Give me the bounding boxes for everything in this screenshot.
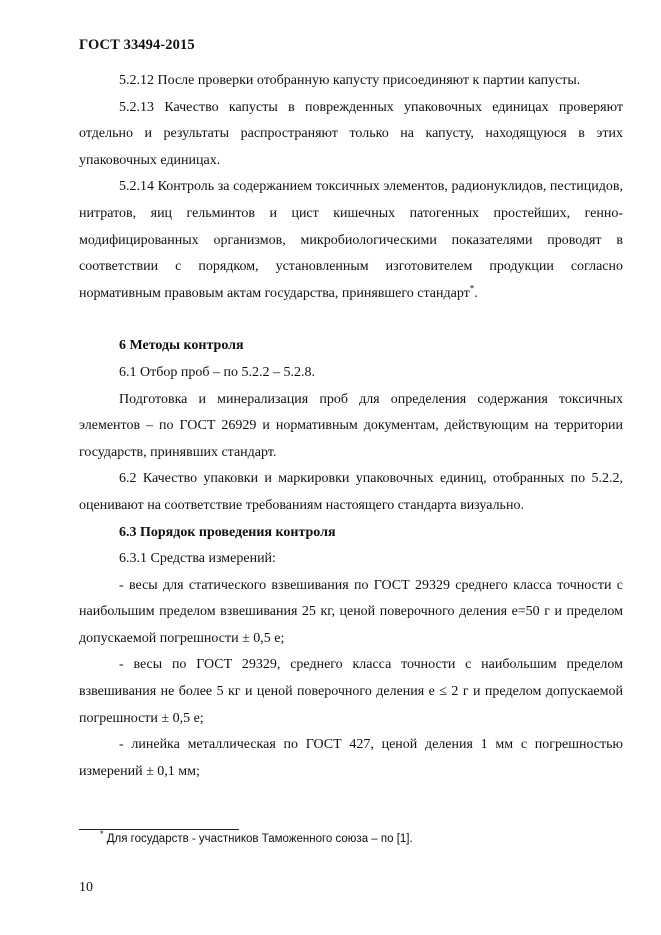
- list-item-scales-25kg: - весы для статического взвешивания по ГОСТ 29329 среднего класса точности с наибольшим пределом взвешивания 25 кг, ценой поверочного деления e=50 г и пределом допускаемой погрешности ± 0,5 е;: [79, 577, 623, 646]
- paragraph-5-2-14: [79, 174, 623, 307]
- list-item-ruler: - линейка металлическая по ГОСТ 427, ценой деления 1 мм с погрешностью измерений ± 0,1 мм;: [79, 737, 623, 779]
- paragraph-5-2-13: 5.2.13 Качество капусты в поврежденных упаковочных единицах проверяют отдельно и результаты распространяют только на капусту, находящуюся в этих упаковочных единицах.: [79, 99, 623, 168]
- footnote: [100, 829, 413, 845]
- paragraph-6-1-preparation: Подготовка и минерализация проб для определения содержания токсичных элементов – по ГОСТ 26929 и нормативным документам, действующим на территории государств, принявших стандарт.: [79, 391, 623, 460]
- page-number: 10: [79, 880, 93, 895]
- paragraph-5-2-14-text: 5.2.14 Контроль за содержанием токсичных элементов, радионуклидов, пестицидов, нитратов, яиц гельминтов и цист кишечных патогенных простейших, генно-модифицированных организмов, микробиологическими показателями проводят в соответствии с порядком, установленным изготовителем продукции согласно нормативным правовым актам государства, принявшего стандарт: [79, 179, 623, 301]
- footnote-mark: *: [100, 829, 104, 840]
- paragraph-6-1: 6.1 Отбор проб – по 5.2.2 – 5.2.8.: [119, 364, 315, 380]
- paragraph-5-2-12: 5.2.12 После проверки отобранную капусту присоединяют к партии капусты.: [119, 73, 581, 88]
- section-6-heading: 6 Методы контроля: [119, 338, 244, 354]
- list-item-scales-5kg: - весы по ГОСТ 29329, среднего класса точности с наибольшим пределом взвешивания не более 5 кг и ценой поверочного деления е ≤ 2 г и пределом допускаемой погрешности ± 0,5 е;: [79, 657, 623, 726]
- body-text-upper: [79, 68, 623, 785]
- footnote-marker: *: [469, 283, 475, 294]
- document-header: ГОСТ 33494-2015: [79, 37, 195, 53]
- paragraph-5-2-14-end: .: [474, 285, 478, 301]
- footnote-text: Для государств - участников Таможенного союза – по [1].: [103, 833, 413, 845]
- section-6-3-heading: 6.3 Порядок проведения контроля: [119, 524, 336, 540]
- paragraph-6-3-1: 6.3.1 Средства измерений:: [119, 551, 276, 567]
- paragraph-6-2: 6.2 Качество упаковки и маркировки упаковочных единиц, отобранных по 5.2.2, оценивают на соответствие требованиям настоящего стандарта визуально.: [79, 471, 623, 513]
